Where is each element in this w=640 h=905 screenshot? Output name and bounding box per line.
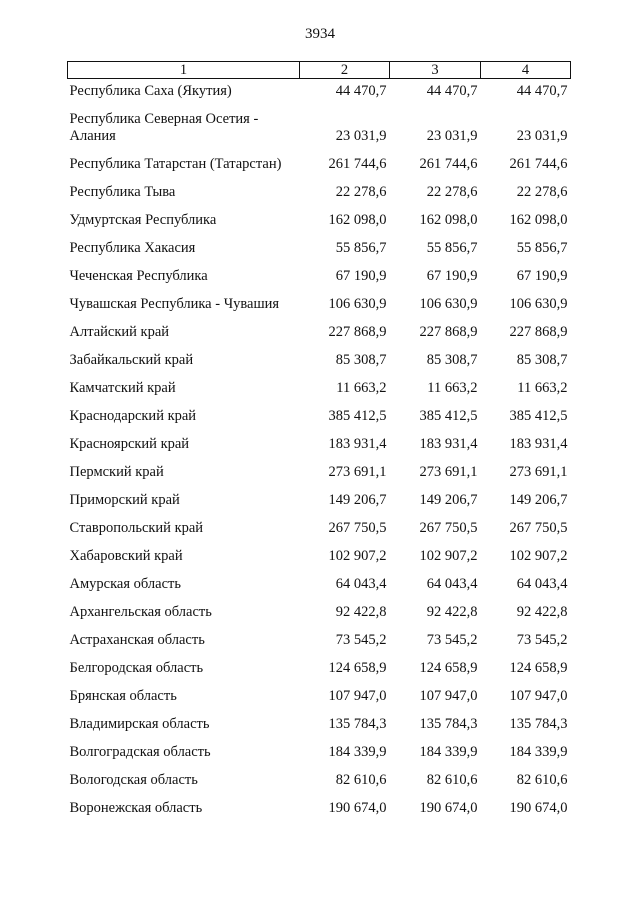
table-row [68, 317, 571, 345]
table-row [68, 79, 571, 104]
header-col-1: 1 [68, 62, 300, 79]
region-name: Забайкальский край [69, 351, 194, 368]
value-col-2: 124 658,9 [328, 659, 387, 676]
header-col-4: 4 [481, 62, 571, 79]
region-name: Республика Тыва [69, 183, 176, 200]
region-name: Удмуртская Республика [69, 211, 217, 228]
header-col-2: 2 [300, 62, 390, 79]
value-col-4: 55 856,7 [516, 239, 568, 256]
page-number: 3934 [305, 26, 335, 42]
value-col-4: 64 043,4 [516, 575, 568, 592]
value-col-2: 267 750,5 [328, 519, 387, 536]
value-col-2: 106 630,9 [328, 295, 387, 312]
value-col-3: 190 674,0 [419, 799, 478, 816]
value-col-2: 85 308,7 [335, 351, 387, 368]
region-name: Пермский край [69, 463, 164, 480]
table-row [68, 709, 571, 737]
value-col-2: 73 545,2 [335, 631, 387, 648]
value-col-3: 92 422,8 [426, 603, 478, 620]
value-col-4: 267 750,5 [509, 519, 568, 536]
table-row [68, 233, 571, 261]
table-row [68, 653, 571, 681]
table-row [68, 345, 571, 373]
region-name: Чеченская Республика [69, 267, 208, 284]
region-name: Ставропольский край [69, 519, 204, 536]
region-name: Владимирская область [69, 715, 210, 732]
value-col-4: 184 339,9 [509, 743, 568, 760]
value-col-4: 73 545,2 [516, 631, 568, 648]
value-col-4: 162 098,0 [509, 211, 568, 228]
region-name: Камчатский край [69, 379, 176, 396]
value-col-2: 190 674,0 [328, 799, 387, 816]
value-col-3: 149 206,7 [419, 491, 478, 508]
region-name: Республика Татарстан (Татарстан) [69, 155, 282, 172]
value-col-2: 162 098,0 [328, 211, 387, 228]
table-row [68, 597, 571, 625]
value-col-4: 44 470,7 [516, 82, 568, 99]
region-name: Чувашская Республика - Чувашия [69, 295, 280, 312]
value-col-4: 190 674,0 [509, 799, 568, 816]
value-col-2: 23 031,9 [335, 127, 387, 144]
value-col-3: 107 947,0 [419, 687, 478, 704]
value-col-3: 55 856,7 [426, 239, 478, 256]
table-row [68, 569, 571, 597]
region-name: Республика Хакасия [69, 239, 196, 256]
region-name: Краснодарский край [69, 407, 197, 424]
value-col-4: 22 278,6 [516, 183, 568, 200]
table-row [68, 401, 571, 429]
value-col-3: 82 610,6 [426, 771, 478, 788]
data-table [67, 61, 571, 821]
value-col-3: 11 663,2 [427, 379, 478, 396]
value-col-3: 67 190,9 [426, 267, 478, 284]
region-name: Волгоградская область [69, 743, 211, 760]
region-name: Вологодская область [69, 771, 198, 788]
value-col-2: 11 663,2 [336, 379, 387, 396]
value-col-2: 261 744,6 [328, 155, 387, 172]
value-col-3: 135 784,3 [419, 715, 478, 732]
value-col-4: 67 190,9 [516, 267, 568, 284]
value-col-4: 149 206,7 [509, 491, 568, 508]
value-col-3: 102 907,2 [419, 547, 478, 564]
value-col-3: 261 744,6 [419, 155, 478, 172]
table-row [68, 205, 571, 233]
value-col-4: 385 412,5 [509, 407, 568, 424]
value-col-2: 184 339,9 [328, 743, 387, 760]
value-col-2: 82 610,6 [335, 771, 387, 788]
table-row [68, 373, 571, 401]
value-col-2: 44 470,7 [335, 82, 387, 99]
value-col-3: 273 691,1 [419, 463, 478, 480]
table-body [68, 79, 571, 821]
value-col-3: 22 278,6 [426, 183, 478, 200]
region-name: Алтайский край [69, 323, 170, 340]
region-name: Красноярский край [69, 435, 190, 452]
value-col-3: 64 043,4 [426, 575, 478, 592]
region-name: Белгородская область [69, 659, 204, 676]
region-name: Архангельская область [69, 603, 212, 620]
value-col-3: 183 931,4 [419, 435, 478, 452]
table-row [68, 513, 571, 541]
value-col-2: 55 856,7 [335, 239, 387, 256]
value-col-2: 135 784,3 [328, 715, 387, 732]
value-col-3: 385 412,5 [419, 407, 478, 424]
table-row [68, 149, 571, 177]
table-row [68, 429, 571, 457]
value-col-3: 162 098,0 [419, 211, 478, 228]
value-col-4: 106 630,9 [509, 295, 568, 312]
value-col-4: 273 691,1 [509, 463, 568, 480]
table-header [68, 62, 571, 79]
value-col-4: 11 663,2 [517, 379, 568, 396]
value-col-3: 227 868,9 [419, 323, 478, 340]
value-col-3: 44 470,7 [426, 82, 478, 99]
region-name: Приморский край [69, 491, 180, 508]
value-col-4: 183 931,4 [509, 435, 568, 452]
value-col-2: 385 412,5 [328, 407, 387, 424]
value-col-4: 227 868,9 [509, 323, 568, 340]
value-col-2: 22 278,6 [335, 183, 387, 200]
table-row [68, 104, 571, 149]
value-col-2: 227 868,9 [328, 323, 387, 340]
value-col-4: 124 658,9 [509, 659, 568, 676]
value-col-3: 73 545,2 [426, 631, 478, 648]
value-col-4: 92 422,8 [516, 603, 568, 620]
table-row [68, 261, 571, 289]
value-col-2: 183 931,4 [328, 435, 387, 452]
value-col-2: 64 043,4 [335, 575, 387, 592]
value-col-4: 23 031,9 [516, 127, 568, 144]
table-row [68, 485, 571, 513]
value-col-3: 85 308,7 [426, 351, 478, 368]
table-row [68, 541, 571, 569]
value-col-4: 107 947,0 [509, 687, 568, 704]
table-row [68, 625, 571, 653]
region-name: Хабаровский край [69, 547, 183, 564]
table-row [68, 681, 571, 709]
table-row [68, 793, 571, 821]
value-col-2: 92 422,8 [335, 603, 387, 620]
value-col-3: 184 339,9 [419, 743, 478, 760]
region-name: Брянская область [69, 687, 177, 704]
value-col-4: 85 308,7 [516, 351, 568, 368]
region-name: Амурская область [69, 575, 181, 592]
value-col-3: 23 031,9 [426, 127, 478, 144]
table-row [68, 457, 571, 485]
value-col-3: 124 658,9 [419, 659, 478, 676]
table-row [68, 765, 571, 793]
header-col-3: 3 [390, 62, 481, 79]
value-col-2: 273 691,1 [328, 463, 387, 480]
region-name: Республика Северная Осетия - Алания [69, 110, 259, 144]
value-col-4: 135 784,3 [509, 715, 568, 732]
region-name: Республика Саха (Якутия) [69, 82, 232, 99]
value-col-2: 67 190,9 [335, 267, 387, 284]
value-col-3: 267 750,5 [419, 519, 478, 536]
table-row [68, 289, 571, 317]
value-col-2: 102 907,2 [328, 547, 387, 564]
region-name: Астраханская область [69, 631, 205, 648]
region-name: Воронежская область [69, 799, 203, 816]
table-row [68, 737, 571, 765]
table-row [68, 177, 571, 205]
header-row [68, 62, 571, 79]
value-col-4: 82 610,6 [516, 771, 568, 788]
value-col-2: 107 947,0 [328, 687, 387, 704]
value-col-3: 106 630,9 [419, 295, 478, 312]
value-col-4: 102 907,2 [509, 547, 568, 564]
value-col-2: 149 206,7 [328, 491, 387, 508]
value-col-4: 261 744,6 [509, 155, 568, 172]
